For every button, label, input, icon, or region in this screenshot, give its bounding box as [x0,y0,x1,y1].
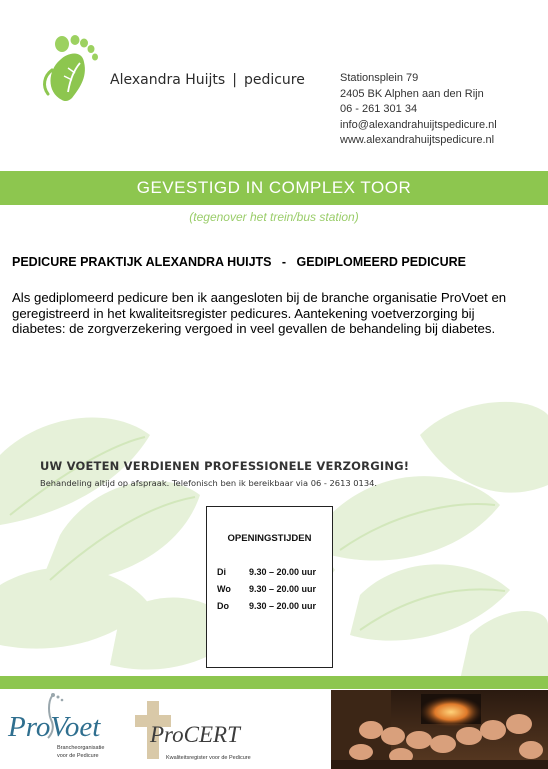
feet-by-fireplace-photo [331,690,548,769]
banner-subtitle: (tegenover het trein/bus station) [189,210,359,224]
opening-day: Do [217,601,229,611]
procert-logo-text: ProCERT [150,722,240,747]
practice-heading: PEDICURE PRAKTIJK ALEXANDRA HUIJTS - GEDIPLOMEERD PEDICURE [12,255,466,269]
brand-service: pedicure [243,72,305,88]
provoet-sub-line: voor de Pedicure [57,753,99,759]
provoet-subtitle [57,744,104,760]
provoet-sub-line: Brancheorganisatie [57,745,105,751]
procert-subtitle: Kwaliteitsregister voor de Pedicure [166,755,251,761]
provoet-logo-text: ProVoet [8,711,101,743]
bottom-green-band [0,676,548,689]
brand-separator: | [232,72,237,88]
opening-hours-row [217,601,316,611]
body-paragraph [12,290,540,337]
opening-hours-title: OPENINGSTIJDEN [227,533,312,544]
body-line: geregistreerd in het kwaliteitsregister pedicures. Aantekening voetverzorging bij [12,305,475,321]
banner-title: GEVESTIGD IN COMPLEX TOOR [136,178,412,197]
opening-day: Di [217,567,226,577]
footprint-leaf-icon [38,30,102,102]
opening-time: 9.30 – 20.00 uur [249,584,317,594]
opening-hours-box [206,506,333,668]
tagline-title: UW VOETEN VERDIENEN PROFESSIONELE VERZORGING! [40,459,410,473]
opening-hours-row [217,584,316,594]
contact-phone: 06 - 261 301 34 [340,103,418,115]
opening-day: Wo [217,584,231,594]
contact-postal-city: 2405 BK Alphen aan den Rijn [340,87,484,100]
brand-name-text: Alexandra Huijts [110,72,226,88]
contact-website[interactable]: www.alexandrahuijtspedicure.nl [340,134,495,146]
contact-street: Stationsplein 79 [340,72,419,84]
body-line: diabetes: de zorgverzekering vergoed in veel gevallen de behandeling bij diabetes. [12,321,496,336]
brand-name [110,72,305,88]
opening-hours-row [217,567,316,577]
tagline-subtitle: Behandeling altijd op afspraak. Telefonisch ben ik bereikbaar via 06 - 2613 0134. [40,478,378,488]
opening-time: 9.30 – 20.00 uur [249,567,317,577]
contact-block [340,71,497,149]
body-line: Als gediplomeerd pedicure ben ik aangesloten bij de branche organisatie ProVoet en [12,290,507,305]
contact-email[interactable]: info@alexandrahuijtspedicure.nl [340,118,497,131]
opening-time: 9.30 – 20.00 uur [249,601,317,611]
